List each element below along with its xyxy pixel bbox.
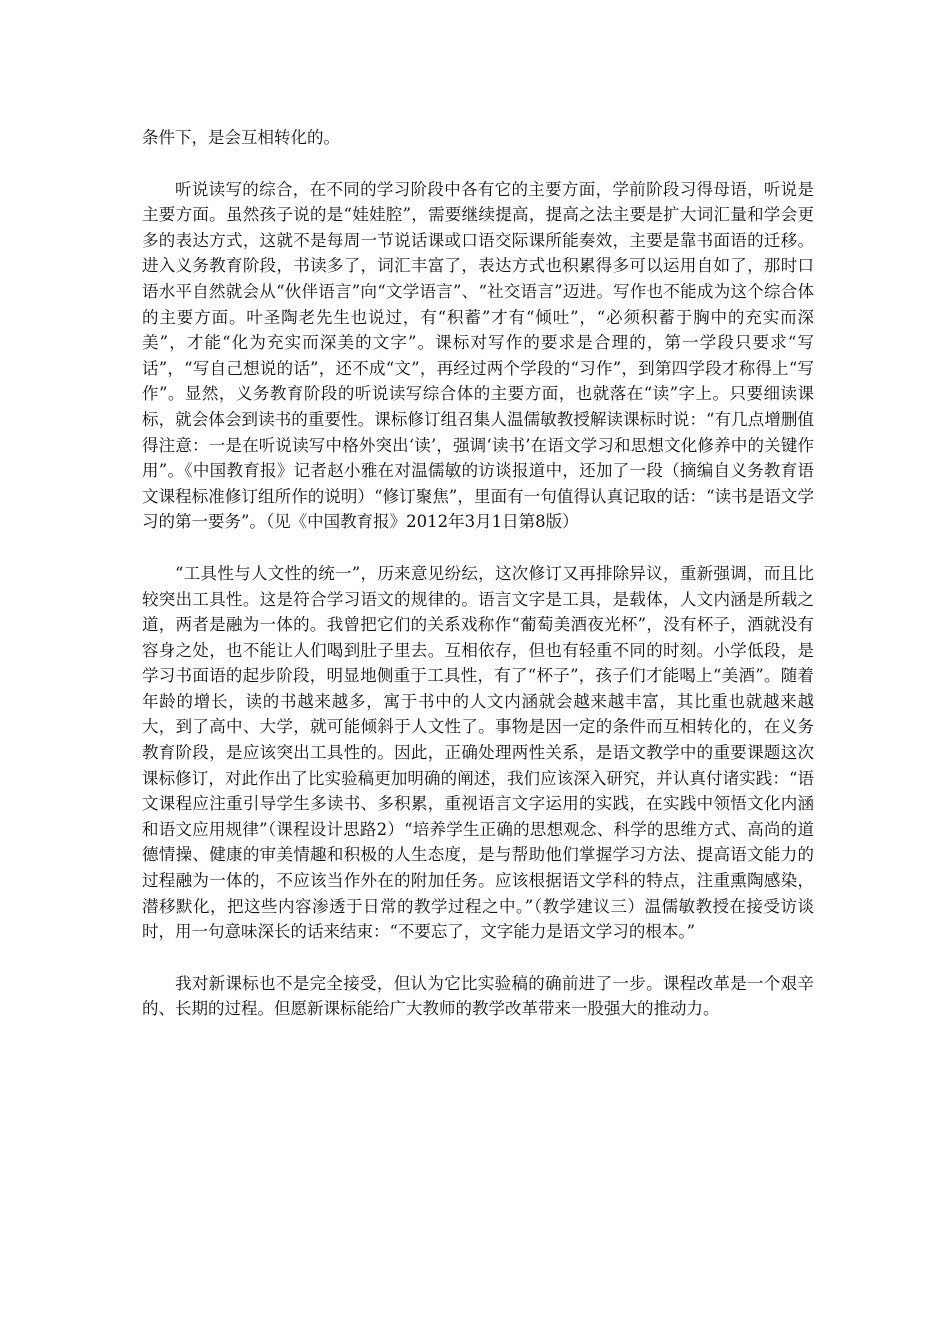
document-body [142, 125, 814, 1022]
paragraph-gap [142, 535, 814, 561]
paragraph-tool-humanity: “工具性与人文性的统一”，历来意见纷纭，这次修订又再排除异议，重新强调，而且比较突出工具性。这是符合学习语文的规律的。语言文字是工具，是载体，人文内涵是所载之道，两者是融为一体的。我曾把它们的关系戏称作“葡萄美酒夜光杯”，没有杯子，酒就没有容身之处，也不能让人们喝到肚子里去。互相依存，但也有轻重不同的时刻。小学低段，是学习书面语的起步阶段，明显地侧重于工具性，有了“杯子”，孩子们才能喝上“美酒”。随着年龄的增长，读的书越来越多，寓于书中的人文内涵就会越来越丰富，其比重也就越来越大，到了高中、大学，就可能倾斜于人文性了。事物是因一定的条件而互相转化的，在义务教育阶段，是应该突出工具性的。因此，正确处理两性关系，是语文教学中的重要课题这次课标修订，对此作出了比实验稿更加明确的阐述，我们应该深入研究，并认真付诸实践：“语文课程应注重引导学生多读书、多积累，重视语言文字运用的实践，在实践中领悟文化内涵和语文应用规律”（课程设计思路2）“培养学生正确的思想观念、科学的思维方式、高尚的道德情操、健康的审美情趣和积极的人生态度，是与帮助他们掌握学习方法、提高语文能力的过程融为一体的，不应该当作外在的附加任务。应该根据语文学科的特点，注重熏陶感染，潜移默化，把这些内容渗透于日常的教学过程之中。”（教学建议三）温儒敏教授在接受访谈时，用一句意味深长的话来结束：“不要忘了，文字能力是语文学习的根本。” [142, 563, 814, 942]
paragraph-reading-focus: 听说读写的综合，在不同的学习阶段中各有它的主要方面，学前阶段习得母语，听说是主要方面。虽然孩子说的是“娃娃腔”，需要继续提高，提高之法主要是扩大词汇量和学会更多的表达方式，这就不是每周一节说话课或口语交际课所能奏效，主要是靠书面语的迁移。进入义务教育阶段，书读多了，词汇丰富了，表达方式也积累得多可以运用自如了，那时口语水平自然就会从“伙伴语言”向“文学语言”、“社交语言”迈进。写作也不能成为这个综合体的主要方面。叶圣陶老先生也说过，有“积蓄”才有“倾吐”，“必须积蓄于胸中的充实而深美”，才能“化为充实而深美的文字”。课标对写作的要求是合理的，第一学段只要求“写话”，“写自己想说的话”，还不成“文”，再经过两个学段的“习作”，到第四学段才称得上“写作”。显然，义务教育阶段的听说读写综合体的主要方面，也就落在“读”字上。只要细读课标，就会体会到读书的重要性。课标修订组召集人温儒敏教授解读课标时说：“有几点增删值得注意：一是在听说读写中格外突出‘读’，强调‘读书’在语文学习和思想文化修养中的关键作用”。《中国教育报》记者赵小雅在对温儒敏的访谈报道中，还加了一段（摘编自义务教育语文课程标准修订组所作的说明）“修订聚焦”，里面有一句值得认真记取的话：“读书是语文学习的第一要务”。（见《中国教育报》2012年3月1日第8版） [142, 179, 814, 532]
paragraph-continuation: 条件下，是会互相转化的。 [142, 128, 340, 147]
paragraph-gap [142, 151, 814, 177]
paragraph-conclusion: 我对新课标也不是完全接受，但认为它比实验稿的确前进了一步。课程改革是一个艰辛的、长期的过程。但愿新课标能给广大教师的教学改革带来一股强大的推动力。 [142, 973, 814, 1019]
paragraph-gap [142, 945, 814, 971]
